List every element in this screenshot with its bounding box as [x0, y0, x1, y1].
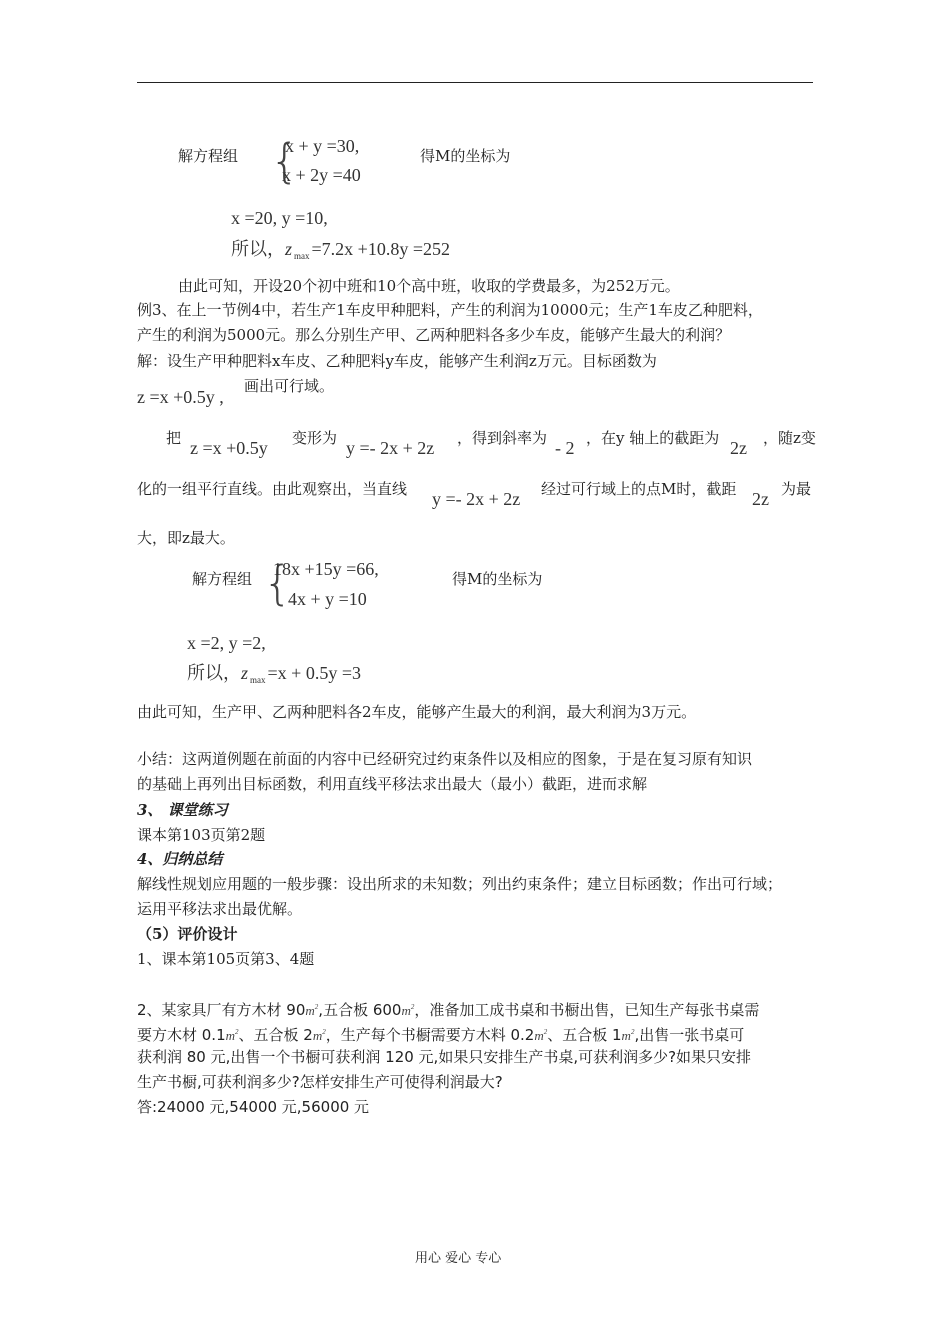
intercept-value: 2z: [730, 438, 747, 458]
p2-text-c: 为最: [781, 480, 812, 498]
induction-line-1: 解线性规划应用题的一般步骤：设出所求的未知数；列出约束条件；建立目标函数；作出可行域；: [137, 875, 783, 893]
item2-text-2e: ,出售一张书桌可: [634, 1026, 745, 1044]
evaluation-heading: （5）评价设计: [137, 925, 238, 943]
zmax-expr-2: =x + 0.5y =3: [267, 663, 361, 683]
item2-text-2b: 、五合板 2: [238, 1026, 313, 1044]
p1-text-c: ，得到斜率为: [457, 429, 548, 447]
example3-title: 例3、在上一节例4中，若生产1车皮甲种肥料，产生的利润为10000元；生产1车皮乙种肥料，: [137, 301, 763, 319]
zmax-line-2: 所以，z $_{max}$ =x + 0.5y =3: [187, 663, 361, 685]
evaluation-item-2-line-4: 生产书橱,可获利润多少?怎样安排生产可使得利润最大?: [137, 1073, 503, 1091]
unit-m2-1: $m^2$: [305, 1003, 319, 1018]
page-footer: 用心 爱心 专心: [415, 1251, 502, 1266]
system-brace-2: {: [263, 556, 293, 610]
summary-line-2: 的基础上再列出目标函数，利用直线平移法求出最大（最小）截距，进而求解: [137, 775, 648, 793]
solve-label-1: 解方程组: [178, 147, 239, 165]
practice-text: 课本第103页第2题: [137, 826, 266, 844]
p1-text-b: 变形为: [292, 429, 338, 447]
equation-1b: x + 2y =40: [282, 165, 361, 185]
solution-2: x =2, y =2,: [187, 633, 266, 653]
conclusion-1: 由此可知，开设20个初中班和10个高中班，收取的学费最多，为252万元。: [178, 277, 680, 295]
p1-equation-2: y =- 2x + 2z: [346, 438, 435, 458]
zmax-expr-1: =7.2x +10.8y =252: [311, 239, 450, 259]
summary-line-1: 小结：这两道例题在前面的内容中已经研究过约束条件以及相应的图象，于是在复习原有知识: [137, 750, 753, 768]
unit-m2-5: $m^2$: [534, 1028, 548, 1043]
evaluation-item-2-line-1: [137, 997, 759, 1021]
p1-text-e: ，随z变: [763, 429, 816, 447]
equation-2a: 18x +15y =66,: [273, 559, 379, 579]
so-label-2: 所以，: [187, 663, 241, 683]
unit-m2-3: $m^2$: [225, 1028, 239, 1043]
coords-label-1: 得M的坐标为: [420, 147, 511, 165]
solution-1: x =20, y =10,: [231, 208, 328, 228]
conclusion-2: 由此可知，生产甲、乙两种肥料各2车皮，能够产生最大的利润，最大利润为3万元。: [137, 703, 697, 721]
unit-m2-2: $m^2$: [401, 1003, 415, 1018]
p3-text: 大，即z最大。: [137, 529, 235, 547]
item2-text-1b: ,五合板 600: [318, 1001, 402, 1019]
so-label-1: 所以，: [231, 239, 285, 259]
induction-heading: 4、归纳总结: [137, 850, 223, 868]
equation-2b: 4x + y =10: [288, 589, 367, 609]
solve-label-2: 解方程组: [192, 570, 253, 588]
evaluation-item-2-line-3: 获利润 80 元,出售一个书橱可获利润 120 元,如果只安排生产书桌,可获利润多少?如果只安排: [137, 1048, 752, 1066]
objective-function: z =x +0.5y ,: [137, 387, 224, 407]
item2-text-2d: 、五合板 1: [547, 1026, 622, 1044]
p2-text-a: 化的一组平行直线。由此观察出，当直线: [137, 480, 408, 498]
header-rule: [137, 82, 813, 83]
p2-equation: y =- 2x + 2z: [432, 489, 521, 509]
equation-1a: x + y =30,: [285, 136, 360, 156]
coords-label-2: 得M的坐标为: [452, 570, 543, 588]
item2-text-1c: ，准备加工成书桌和书橱出售，已知生产每张书桌需: [414, 1001, 760, 1019]
answer-line: 答:24000 元,54000 元,56000 元: [137, 1098, 370, 1116]
p2-intercept: 2z: [752, 489, 769, 509]
example3-title-2: 产生的利润为5000元。那么分别生产甲、乙两种肥料各多少车皮，能够产生最大的利润？: [137, 326, 731, 344]
item2-text-2a: 要方木材 0.1: [137, 1026, 226, 1044]
induction-line-2: 运用平移法求出最优解。: [137, 900, 303, 918]
example3-solution-intro: 解：设生产甲种肥料x车皮、乙种肥料y车皮，能够产生利润z万元。目标函数为: [137, 352, 657, 370]
zmax-line-1: 所以，z $_{max}$ =7.2x +10.8y =252: [231, 239, 450, 261]
unit-m2-4: $m^2$: [312, 1028, 326, 1043]
slope-value: - 2: [555, 438, 575, 458]
p1-text-d: ，在y 轴上的截距为: [586, 429, 720, 447]
feasible-region-text: 画出可行域。: [244, 377, 335, 395]
evaluation-item-1: 1、课本第105页第3、4题: [137, 950, 315, 968]
unit-m2-6: $m^2$: [621, 1028, 635, 1043]
p1-equation-1: z =x +0.5y: [190, 438, 268, 458]
system-brace-1: {: [270, 134, 300, 188]
item2-text-2c: ，生产每个书橱需要方木料 0.2: [325, 1026, 535, 1044]
p1-text-a: 把: [166, 429, 182, 447]
evaluation-item-2-line-2: [137, 1022, 744, 1046]
p2-text-b: 经过可行域上的点M时，截距: [541, 480, 737, 498]
item2-text-1a: 2、某家具厂有方木材 90: [137, 1001, 306, 1019]
practice-heading: 3、 课堂练习: [137, 801, 228, 819]
